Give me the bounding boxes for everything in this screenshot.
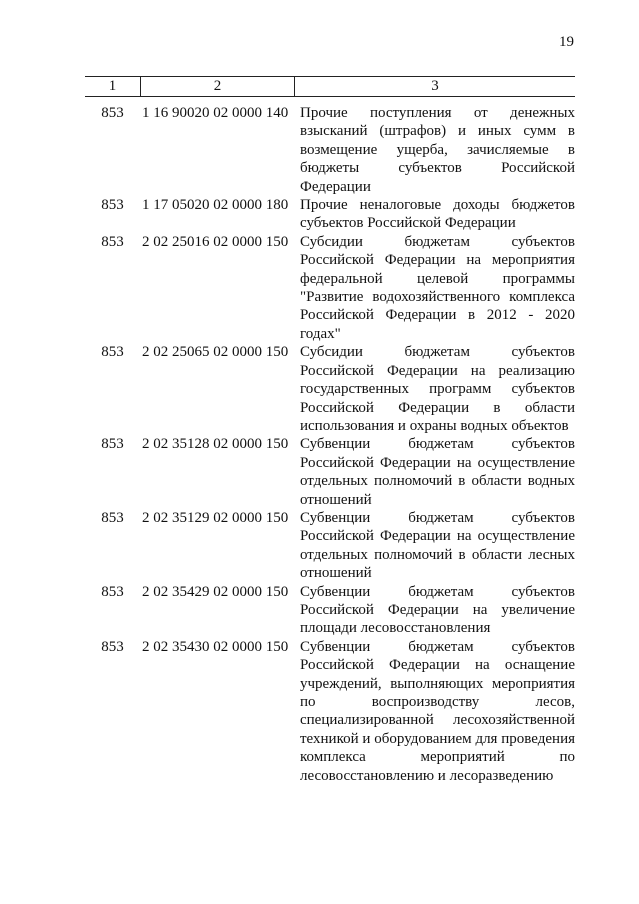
income-name: Субсидии бюджетам субъектов Российской Федерации на мероприятия федеральной целевой программы "Развитие водохозяйственного комплекса Российской Федерации в 2012 - 2020 годах" bbox=[300, 233, 575, 342]
table-row bbox=[85, 638, 575, 785]
table-row bbox=[85, 343, 575, 435]
budget-code: 2 02 35429 02 0000 150 bbox=[142, 583, 289, 600]
table-header bbox=[85, 76, 575, 97]
admin-code: 853 bbox=[101, 233, 124, 250]
budget-code: 1 16 90020 02 0000 140 bbox=[142, 105, 289, 121]
income-name: Субвенции бюджетам субъектов Российской Федерации на увеличение площади лесовосстановления bbox=[300, 583, 575, 637]
income-name: Прочие неналоговые доходы бюджетов субъектов Российской Федерации bbox=[300, 197, 575, 232]
table-row bbox=[85, 583, 575, 638]
income-name: Субсидии бюджетам субъектов Российской Федерации на реализацию государственных программ субъектов Российской Федерации в области использования и охраны водных объектов bbox=[300, 344, 575, 434]
income-name: Субвенции бюджетам субъектов Российской Федерации на осуществление отдельных полномочий в области лесных отношений bbox=[300, 509, 575, 582]
table-row bbox=[85, 509, 575, 583]
income-name: Прочие поступления от денежных взысканий (штрафов) и иных сумм в возмещение ущерба, зачисляемые в бюджеты субъектов Российской Федерации bbox=[300, 105, 575, 195]
page-number: 19 bbox=[559, 34, 574, 50]
budget-code: 2 02 35129 02 0000 150 bbox=[142, 509, 289, 526]
table-row bbox=[85, 196, 575, 233]
income-name: Субвенции бюджетам субъектов Российской Федерации на оснащение учреждений, выполняющих мероприятия по воспроизводству лесов, специализированной лесохозяйственной техникой и оборудованием для проведения комплекса мероприятий по лесовосстановлению и лесоразведению bbox=[300, 638, 575, 784]
admin-code: 853 bbox=[101, 638, 124, 655]
admin-code: 853 bbox=[101, 197, 124, 214]
income-name: Субвенции бюджетам субъектов Российской Федерации на осуществление отдельных полномочий в области водных отношений bbox=[300, 436, 575, 508]
admin-code: 853 bbox=[101, 344, 124, 361]
table-row bbox=[85, 233, 575, 343]
table-row bbox=[85, 104, 575, 196]
budget-code: 2 02 35128 02 0000 150 bbox=[142, 436, 289, 453]
header-col-1: 1 bbox=[108, 78, 117, 94]
header-col-2: 2 bbox=[140, 77, 294, 96]
admin-code: 853 bbox=[101, 509, 124, 526]
header-col-3: 3 bbox=[294, 77, 575, 96]
budget-code: 2 02 25065 02 0000 150 bbox=[142, 344, 289, 361]
budget-code: 2 02 35430 02 0000 150 bbox=[142, 638, 289, 655]
admin-code: 853 bbox=[101, 105, 124, 121]
table-body bbox=[85, 104, 575, 785]
budget-code: 1 17 05020 02 0000 180 bbox=[142, 197, 289, 214]
budget-code: 2 02 25016 02 0000 150 bbox=[142, 233, 289, 250]
admin-code: 853 bbox=[101, 436, 124, 453]
admin-code: 853 bbox=[101, 583, 124, 600]
table-row bbox=[85, 435, 575, 509]
